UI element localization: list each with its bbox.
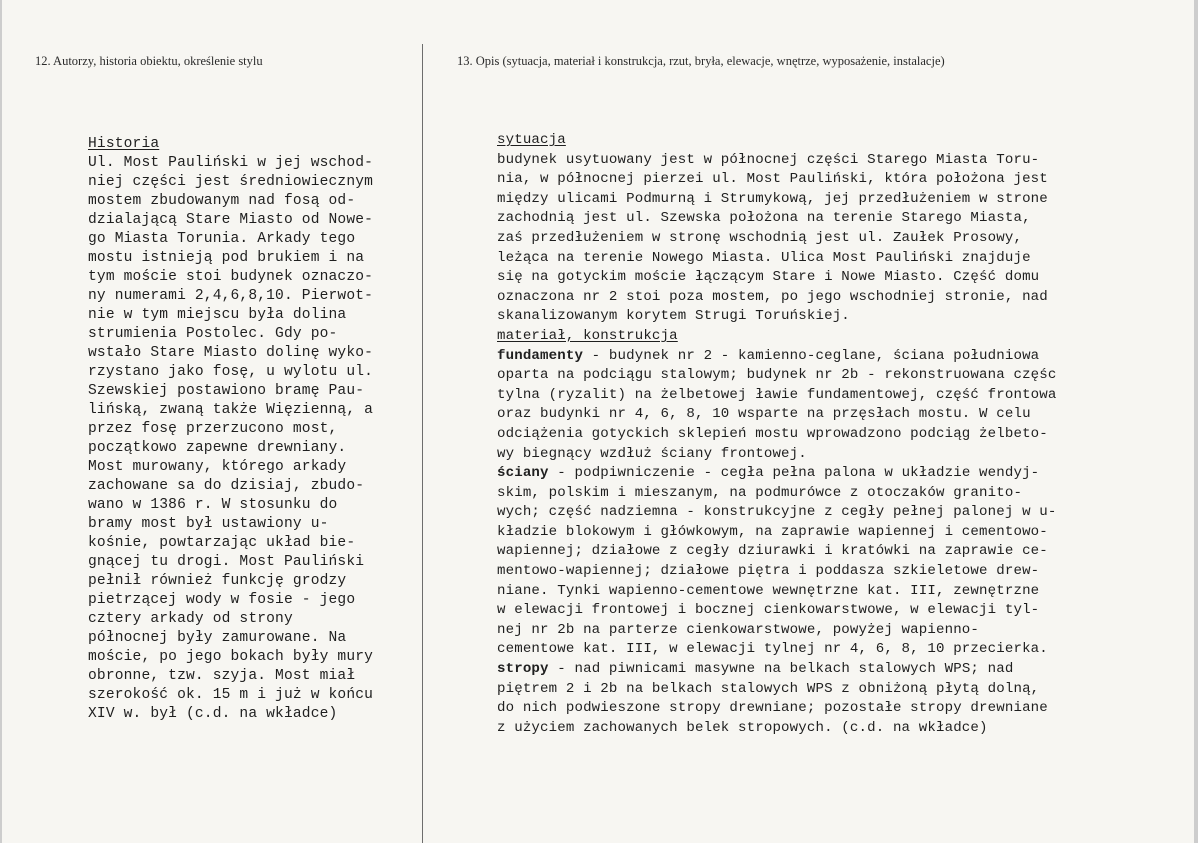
section-13-header: 13. Opis (sytuacja, materiał i konstrukcja, rzut, bryła, elewacje, wnętrze, wyposażenie, instalacje) — [457, 54, 945, 68]
text-line: mostem zbudowanym nad fosą od- — [88, 193, 356, 209]
text-line: cztery arkady od strony — [88, 611, 293, 627]
material-heading: materiał, konstrukcja — [497, 327, 678, 344]
text-line: wano w 1386 r. W stosunku do — [88, 497, 338, 513]
text-line: nia, w północnej pierzei ul. Most Pauliński, która położona jest — [497, 171, 1048, 188]
text-line: północnej były zamurowane. Na — [88, 630, 347, 646]
text-line: przez fosę przerzucono most, — [88, 421, 338, 437]
text-line: wy biegnący wzdłuż ściany frontowej. — [497, 445, 807, 462]
description-column — [497, 131, 1187, 738]
text-line: skim, polskim i mieszanym, na podmurówce z otoczaków granito- — [497, 484, 1023, 501]
history-column — [88, 135, 418, 724]
text-line: mostu istnieją pod brukiem i na — [88, 250, 365, 266]
ceilings-text — [497, 680, 1187, 739]
text-line: obronne, tzw. szyja. Most miał — [88, 668, 356, 684]
text-line: lińską, zwaną także Więzienną, a — [88, 402, 374, 418]
text-line: oraz budynki nr 4, 6, 8, 10 wsparte na przęsłach mostu. W celu — [497, 406, 1031, 423]
foundations-first-line: fundamenty - budynek nr 2 - kamienno-ceglane, ściana południowa — [497, 347, 1040, 364]
text-line: szerokość ok. 15 m i już w końcu — [88, 687, 374, 703]
text-line: Szewskiej postawiono bramę Pau- — [88, 383, 365, 399]
text-line: zaś przedłużeniem w stronę wschodnią jest ul. Zaułek Prosowy, — [497, 229, 1023, 246]
text-line: leżąca na terenie Nowego Miasta. Ulica Most Pauliński znajduje — [497, 249, 1031, 266]
situation-text — [497, 151, 1187, 327]
text-line: gnącej tu drogi. Most Pauliński — [88, 554, 365, 570]
text-line: początkowo zapewne drewniany. — [88, 440, 347, 456]
text-line: budynek usytuowany jest w północnej części Starego Miasta Toru- — [497, 151, 1040, 168]
text-line: niej części jest średniowiecznym — [88, 174, 374, 190]
situation-heading: sytuacja — [497, 132, 566, 148]
text-line: niane. Tynki wapienno-cementowe wewnętrzne kat. III, zewnętrzne — [497, 582, 1040, 599]
text-line: rzystano jako fosę, u wylotu ul. — [88, 364, 374, 380]
text-line: Most murowany, którego arkady — [88, 459, 347, 475]
ceilings-first-line: stropy - nad piwnicami masywne na belkach stalowych WPS; nad — [497, 661, 1014, 678]
text-line: nie w tym miejscu była dolina — [88, 307, 347, 323]
text-line: tym moście stoi budynek oznaczo- — [88, 269, 374, 285]
text-line: zachowane sa do dzisiaj, zbudo- — [88, 478, 365, 494]
text-line: dzialającą Stare Miasto od Nowe- — [88, 212, 374, 228]
history-heading: Historia — [88, 136, 160, 152]
text-line: pietrzącej wody w fosie - jego — [88, 592, 356, 608]
text-line: strumienia Postolec. Gdy po- — [88, 326, 338, 342]
text-line: XIV w. był (c.d. na wkładce) — [88, 706, 338, 722]
text-line: moście, po jego bokach były mury — [88, 649, 374, 665]
text-line: się na gotyckim moście łączącym Stare i Nowe Miasto. Część domu — [497, 269, 1040, 286]
text-line: wstało Stare Miasto dolinę wyko- — [88, 345, 374, 361]
text-line: oznaczona nr 2 stoi poza mostem, po jego wschodniej stronie, nad — [497, 288, 1048, 305]
text-line: piętrem 2 i 2b na belkach stalowych WPS z obniżoną płytą dolną, — [497, 680, 1040, 697]
text-line: odciążenia gotyckich sklepień mostu wprowadzono podciąg żelbeto- — [497, 425, 1048, 442]
text-line: nej nr 2b na parterze cienkowarstwowe, powyżej wapienno- — [497, 621, 980, 638]
text-line: cementowe kat. III, w elewacji tylnej nr 4, 6, 8, 10 przecierka. — [497, 641, 1048, 658]
text-line: pełnił również funkcję grodzy — [88, 573, 347, 589]
text-line: tylna (ryzalit) na żelbetowej ławie fundamentowej, część frontowa — [497, 386, 1057, 403]
foundations-term: fundamenty — [497, 347, 584, 364]
text-line: między ulicami Podmurną i Strumykową, jej przedłużeniem w strone — [497, 190, 1048, 207]
walls-text — [497, 484, 1187, 660]
text-line: Ul. Most Pauliński w jej wschod- — [88, 155, 374, 171]
record-sheet — [2, 0, 1194, 843]
text-line: ny numerami 2,4,6,8,10. Pierwot- — [88, 288, 374, 304]
text-line: wych; część nadziemna - konstrukcyjne z cegły pełnej palonej w u- — [497, 504, 1057, 521]
section-12-header: 12. Autorzy, historia obiektu, określenie stylu — [35, 54, 263, 68]
text-line: wapiennej; działowe z cegły dziurawki i kratówki na zaprawie ce- — [497, 543, 1048, 560]
ceilings-term: stropy — [497, 661, 549, 678]
text-line: zachodnią jest ul. Szewska położona na terenie Starego Miasta, — [497, 210, 1031, 227]
text-line: mentowo-wapiennej; działowe piętra i poddasza szkieletowe drew- — [497, 563, 1040, 580]
text-line: kośnie, powtarzając układ bie- — [88, 535, 356, 551]
text-line: do nich podwieszone stropy drewniane; pozostałe stropy drewniane — [497, 700, 1048, 717]
walls-first-line: ściany - podpiwniczenie - cegła pełna palona w układzie wendyj- — [497, 465, 1040, 482]
text-line: z użyciem zachowanych belek stropowych. (c.d. na wkładce) — [497, 719, 988, 736]
foundations-text — [497, 366, 1187, 464]
text-line: oparta na podciągu stalowym; budynek nr 2b - rekonstruowana częśc — [497, 367, 1057, 384]
text-line: kładzie blokowym i główkowym, na zaprawie wapiennej i cementowo- — [497, 523, 1048, 540]
text-line: skanalizowanym korytem Strugi Toruńskiej. — [497, 308, 850, 325]
text-line: bramy most był ustawiony u- — [88, 516, 329, 532]
text-line: go Miasta Torunia. Arkady tego — [88, 231, 356, 247]
text-line: w elewacji frontowej i bocznej cienkowarstwowe, w elewacji tyl- — [497, 602, 1040, 619]
walls-term: ściany — [497, 465, 549, 482]
column-divider — [422, 44, 423, 843]
